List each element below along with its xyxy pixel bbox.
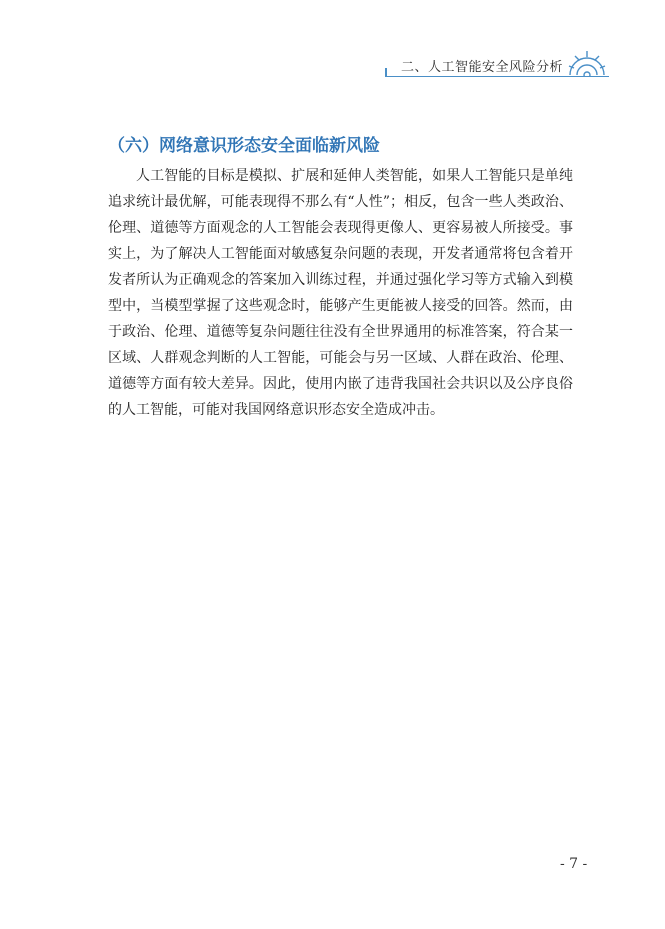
running-header — [385, 44, 611, 80]
header-rule — [385, 76, 609, 77]
gear-icon — [566, 47, 608, 77]
body-paragraph: 人工智能的目标是模拟、扩展和延伸人类智能，如果人工智能只是单纯追求统计最优解，可能表现得不那么有“人性”；相反，包含一些人类政治、伦理、道德等方面观念的人工智能会表现得更像人、更容易被人所接受。事实上，为了解决人工智能面对敏感复杂问题的表现，开发者通常将包含着开发者所认为正确观念的答案加入训练过程，并通过强化学习等方式输入到模型中，当模型掌握了这些观念时，能够产生更能被人接受的回答。然而，由于政治、伦理、道德等复杂问题往往没有全世界通用的标准答案，符合某一区域、人群观念判断的人工智能，可能会与另一区域、人群在政治、伦理、道德等方面有较大差异。因此，使用内嵌了违背我国社会共识以及公序良俗的人工智能，可能对我国网络意识形态安全造成冲击。 — [108, 168, 573, 418]
header-section-label: 二、人工智能安全风险分析 — [401, 60, 564, 75]
page-number: - 7 - — [560, 856, 588, 872]
section-heading: （六）网络意识形态安全面临新风险 — [108, 136, 380, 156]
